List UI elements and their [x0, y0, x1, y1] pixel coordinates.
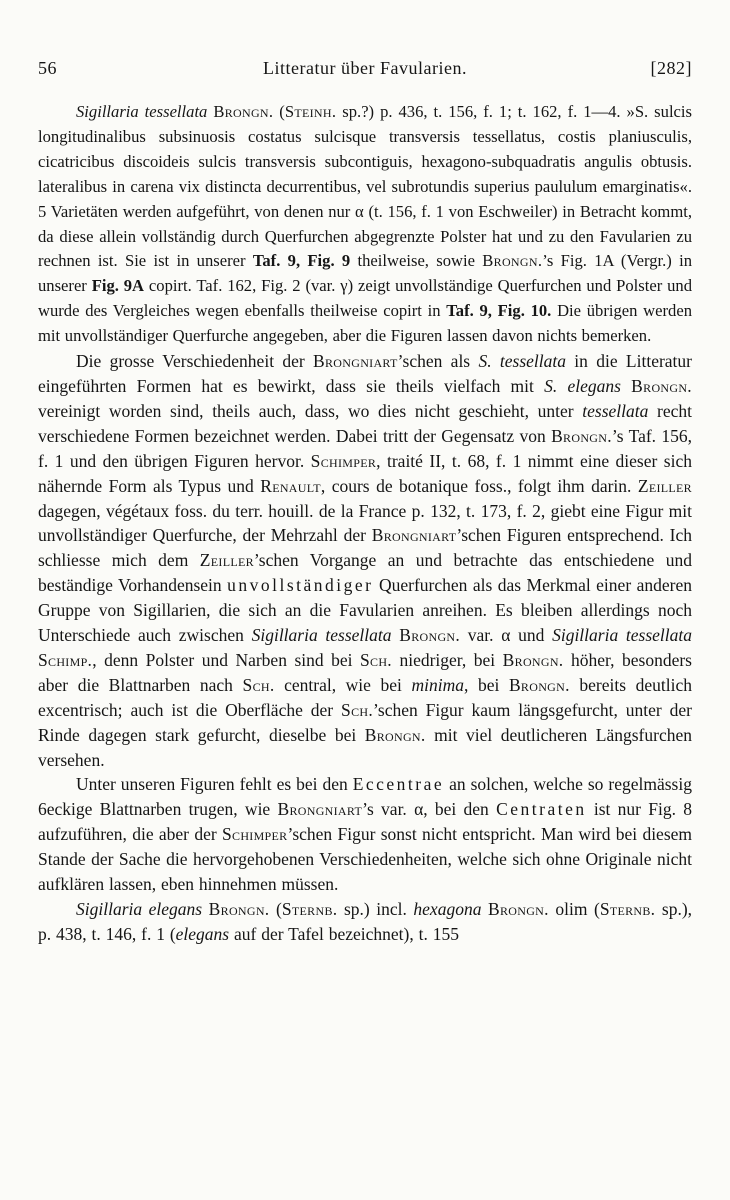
text-run: in die Litteratur eingeführten Formen hat es bewirkt, dass sie theils vielfach mit	[38, 351, 692, 396]
text-run: vereinigt worden sind, theils auch, dass, wo dies nicht geschieht, unter	[38, 400, 583, 421]
author-name: Brongniart	[277, 799, 363, 820]
figure-reference: Taf. 9, Fig. 9	[252, 251, 351, 271]
page-reference: [282]	[650, 58, 692, 78]
body-text	[38, 100, 692, 947]
author-name: Brongn.	[508, 674, 570, 695]
text-run: ist nur Fig. 8 aufzuführen, die aber der	[38, 799, 692, 845]
author-name: Brongn.	[208, 899, 270, 919]
figure-reference: Taf. 9, Fig. 10.	[446, 301, 552, 321]
text-run: niedriger, bei	[391, 649, 503, 670]
text-run: var. α und	[460, 625, 553, 646]
text-run: (	[273, 102, 285, 121]
paragraph	[38, 100, 692, 349]
italic-text: Sigillaria tessellata	[552, 625, 693, 646]
author-name: Schimper	[310, 450, 377, 471]
author-name: Sch.	[341, 699, 374, 720]
spaced-text: unvollständiger	[227, 575, 374, 596]
author-name: Sternb.	[281, 899, 338, 919]
text-run: , bei	[464, 674, 509, 695]
text-run: , traité II, t. 68, f. 1 nimmt eine dieser sich nähernde Form als Typus und	[38, 450, 692, 496]
text-run	[621, 376, 631, 396]
italic-text: Sigillaria elegans	[76, 899, 203, 919]
paragraph	[38, 349, 692, 772]
text-run: olim (	[548, 899, 600, 919]
text-run: ’schen Figur sonst nicht entspricht. Man wird bei diesem Stande der Sache die hervorgehobenen Verschiedenheiten, welche sich ohne Originale nicht aufklären lassen, eben hinnehmen müssen.	[38, 824, 693, 895]
italic-text: elegans	[175, 923, 230, 944]
text-run: sp.) incl.	[337, 899, 414, 919]
author-name: Brongn.	[631, 375, 692, 396]
author-name: Zeiller	[199, 550, 254, 571]
italic-text: tessellata	[582, 400, 649, 421]
text-run: Die übrigen werden mit unvollständiger Querfurche angegeben, aber die Figuren lassen davon nichts bemerken.	[38, 301, 692, 346]
text-run: ’schen als	[397, 351, 479, 372]
author-name: Sternb.	[599, 899, 656, 919]
text-run: bereits deutlich excentrisch; auch ist die Oberfläche der	[38, 674, 692, 720]
figure-reference: Fig. 9A	[91, 276, 145, 296]
author-name: Schimp.	[38, 649, 93, 670]
italic-text: minima	[411, 674, 465, 695]
text-run: ’s Taf. 156, f. 1 und den übrigen Figuren hervor.	[38, 425, 693, 471]
page-number: 56	[38, 58, 57, 78]
author-name: Brongn.	[488, 899, 549, 919]
author-name: Brongn.	[502, 649, 564, 670]
text-run: dagegen, végétaux foss. du terr. houill. de la France p. 132, t. 173, f. 2, giebt eine Figur mit unvollständiger Querfurche, der Mehrzahl der	[38, 500, 692, 546]
paragraph	[38, 897, 692, 947]
text-run: copirt. Taf. 162, Fig. 2 (var. γ) zeigt unvollständige Querfurchen und Polster und wurde des Vergleiches wegen ebenfalls theilweise copirt in	[38, 276, 692, 321]
author-name: Brongn.	[482, 251, 543, 271]
italic-text: S. tessellata	[478, 351, 566, 372]
text-run: Die grosse Verschiedenheit der	[76, 351, 314, 372]
text-run: Unter unseren Figuren fehlt es bei den	[76, 774, 353, 795]
spaced-text: Centraten	[496, 799, 587, 820]
author-name: Brongniart	[313, 351, 398, 372]
author-name: Brongniart	[371, 525, 457, 546]
author-name: Renault	[260, 475, 321, 496]
text-run: mit viel deutlicheren Längsfurchen versehen.	[38, 724, 692, 770]
text-run: (	[269, 899, 282, 919]
text-run: auf der Tafel bezeichnet), t. 155	[229, 923, 459, 944]
text-run: an solchen, welche so regelmässig 6eckige Blattnarben trugen, wie	[38, 774, 692, 820]
italic-text: Sigillaria tessellata	[251, 625, 392, 646]
text-run: ’schen Figur kaum längsgefurcht, unter der Rinde dagegen stark gefurcht, dieselbe bei	[38, 699, 692, 745]
text-run: Querfurchen als das Merkmal einer anderen Gruppe von Sigillarien, die sich an die Favularien anreihen. Es bleiben allerdings noch Unterschiede auch zwischen	[38, 575, 692, 646]
text-run: sp.?) p. 436, t. 156, f. 1; t. 162, f. 1—4. »S. sulcis longitudinalibus subsinuosis costatus sulcisque transversis tessellatus, costis planiusculis, cicatricibus discoideis sulcis transversis subcontiguis, hexagono-subquadratis angulis obtusis. lateralibus in carena vix distincta decurrentibus, vel subrotundis superius paululum emarginatis«. 5 Varietäten werden aufgeführt, von denen nur α (t. 156, f. 1 von Eschweiler) in Betracht kommt, da diese allein vollständig durch Querfurchen abgegrenzte Polster hat und zu den Favularien zu rechnen ist. Sie ist in unserer	[38, 102, 692, 271]
text-run: höher, besonders aber die Blattnarben nach	[38, 649, 692, 695]
text-run: ’s Fig. 1A (Vergr.) in unserer	[38, 251, 692, 296]
text-run: , denn Polster und Narben sind bei	[92, 649, 360, 670]
italic-text: S. elegans	[544, 375, 621, 396]
author-name: Brongn.	[213, 102, 274, 121]
text-run: ’schen Vorgange an und betrachte das entschiedene und beständige Vorhandensein	[38, 550, 693, 596]
author-name: Zeiller	[637, 475, 692, 496]
running-head	[38, 50, 692, 82]
text-run: recht verschiedene Formen bezeichnet werden. Dabei tritt der Gegensatz von	[38, 400, 692, 446]
author-name: Sch.	[359, 649, 392, 670]
spaced-text: Eccentrae	[352, 774, 445, 795]
author-name: Brongn.	[399, 625, 461, 646]
author-name: Brongn.	[364, 724, 426, 745]
paragraph	[38, 772, 692, 897]
text-run: ’schen Figuren entsprechend. Ich schliesse mich dem	[38, 525, 692, 571]
author-name: Sch.	[242, 674, 275, 695]
italic-text: hexagona	[413, 899, 482, 919]
italic-text: Sigillaria tessellata	[76, 102, 208, 121]
text-run: theilweise, sowie	[350, 251, 483, 271]
text-run: central, wie bei	[274, 674, 412, 695]
running-title: Litteratur über Favularien.	[263, 58, 467, 78]
text-run: ’s var. α, bei den	[362, 799, 497, 820]
text-run: sp.), p. 438, t. 146, f. 1 (	[38, 899, 693, 944]
text-run: , cours de botanique foss., folgt ihm darin.	[320, 475, 638, 496]
author-name: Brongn.	[551, 425, 612, 446]
author-name: Schimper	[221, 824, 288, 845]
author-name: Steinh.	[284, 102, 337, 121]
